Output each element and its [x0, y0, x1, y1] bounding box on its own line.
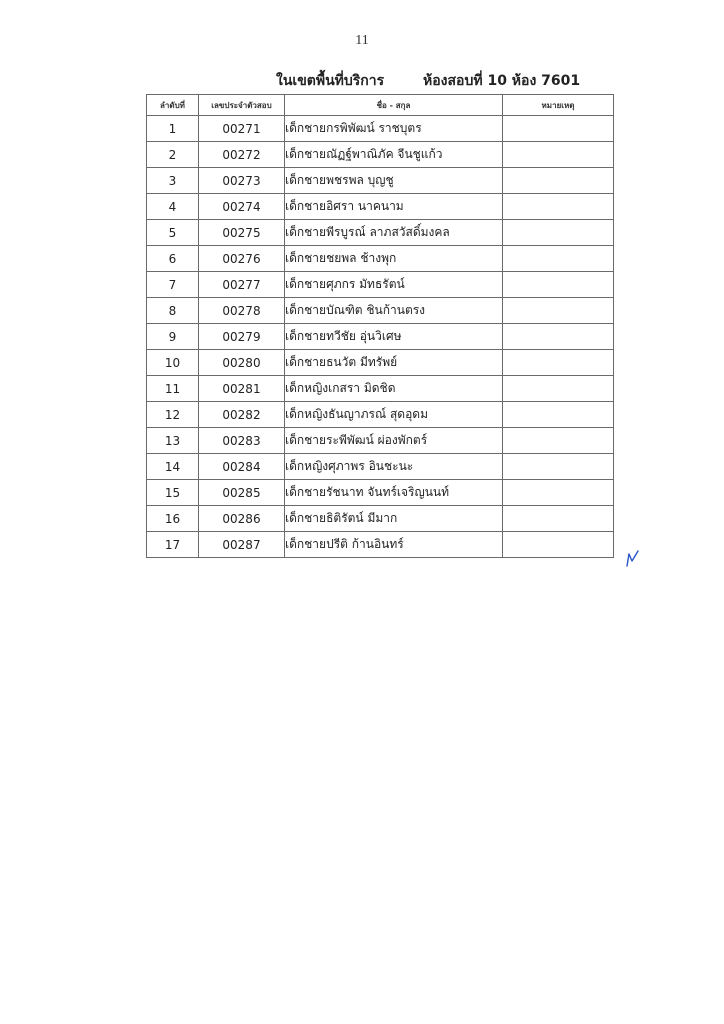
heading-zone: ในเขตพื้นที่บริการ: [276, 73, 385, 89]
cell-no: 7: [147, 272, 199, 298]
cell-no: 15: [147, 480, 199, 506]
cell-exam-id: 00273: [199, 168, 285, 194]
table-row: [147, 246, 614, 272]
cell-remark: [503, 532, 614, 558]
cell-exam-id: 00282: [199, 402, 285, 428]
cell-exam-id: 00284: [199, 454, 285, 480]
cell-remark: [503, 324, 614, 350]
cell-no: 17: [147, 532, 199, 558]
cell-no: 16: [147, 506, 199, 532]
table-row: [147, 272, 614, 298]
cell-name: เด็กชายธิติรัตน์ มีมาก: [285, 506, 503, 532]
table-row: [147, 350, 614, 376]
cell-exam-id: 00272: [199, 142, 285, 168]
header-no: ลำดับที่: [147, 95, 199, 116]
cell-no: 4: [147, 194, 199, 220]
cell-no: 11: [147, 376, 199, 402]
cell-name: เด็กชายณัฏฐ์พาณิภัค จีนชูแก้ว: [285, 142, 503, 168]
cell-remark: [503, 272, 614, 298]
cell-remark: [503, 506, 614, 532]
table-row: [147, 402, 614, 428]
cell-name: เด็กชายธนวัต มีทรัพย์: [285, 350, 503, 376]
cell-exam-id: 00279: [199, 324, 285, 350]
cell-name: เด็กชายศุภกร มัทธรัตน์: [285, 272, 503, 298]
cell-exam-id: 00274: [199, 194, 285, 220]
cell-no: 9: [147, 324, 199, 350]
table-row: [147, 220, 614, 246]
table-header-row: [147, 95, 614, 116]
cell-name: เด็กหญิงเกสรา มิดชิด: [285, 376, 503, 402]
cell-exam-id: 00283: [199, 428, 285, 454]
cell-remark: [503, 220, 614, 246]
cell-no: 12: [147, 402, 199, 428]
exam-roster-table: [146, 94, 614, 558]
table-row: [147, 428, 614, 454]
cell-remark: [503, 480, 614, 506]
table-row: [147, 142, 614, 168]
header-name: ชื่อ - สกุล: [285, 95, 503, 116]
header-exam-id: เลขประจำตัวสอบ: [199, 95, 285, 116]
cell-no: 5: [147, 220, 199, 246]
cell-exam-id: 00278: [199, 298, 285, 324]
cell-no: 1: [147, 116, 199, 142]
table-row: [147, 454, 614, 480]
cell-remark: [503, 428, 614, 454]
cell-name: เด็กชายบัณฑิต ชินก้านตรง: [285, 298, 503, 324]
cell-no: 13: [147, 428, 199, 454]
cell-exam-id: 00281: [199, 376, 285, 402]
cell-name: เด็กชายรัชนาท จันทร์เจริญนนท์: [285, 480, 503, 506]
cell-name: เด็กหญิงธันญาภรณ์ สุดอุดม: [285, 402, 503, 428]
cell-name: เด็กชายพชรพล บุญชู: [285, 168, 503, 194]
table-row: [147, 532, 614, 558]
cell-exam-id: 00285: [199, 480, 285, 506]
cell-name: เด็กชายระพีพัฒน์ ผ่องพักตร์: [285, 428, 503, 454]
cell-exam-id: 00287: [199, 532, 285, 558]
cell-exam-id: 00275: [199, 220, 285, 246]
cell-remark: [503, 194, 614, 220]
cell-no: 3: [147, 168, 199, 194]
cell-remark: [503, 376, 614, 402]
table-row: [147, 168, 614, 194]
cell-exam-id: 00280: [199, 350, 285, 376]
page-number: 11: [355, 33, 369, 48]
cell-name: เด็กชายทวีชัย อุ่นวิเศษ: [285, 324, 503, 350]
cell-no: 6: [147, 246, 199, 272]
table-row: [147, 506, 614, 532]
cell-no: 14: [147, 454, 199, 480]
table-row: [147, 194, 614, 220]
cell-exam-id: 00286: [199, 506, 285, 532]
cell-remark: [503, 298, 614, 324]
cell-name: เด็กชายพีรบูรณ์ ลาภสวัสดิ์มงคล: [285, 220, 503, 246]
cell-remark: [503, 454, 614, 480]
header-remark: หมายเหตุ: [503, 95, 614, 116]
cell-name: เด็กหญิงศุภาพร อินชะนะ: [285, 454, 503, 480]
cell-name: เด็กชายปรีติ ก้านอินทร์: [285, 532, 503, 558]
cell-remark: [503, 402, 614, 428]
cell-remark: [503, 142, 614, 168]
cell-name: เด็กชายกรพิพัฒน์ ราชบุตร: [285, 116, 503, 142]
table-row: [147, 116, 614, 142]
cell-name: เด็กชายอิศรา นาคนาม: [285, 194, 503, 220]
cell-no: 8: [147, 298, 199, 324]
cell-remark: [503, 350, 614, 376]
table-row: [147, 298, 614, 324]
cell-no: 2: [147, 142, 199, 168]
cell-no: 10: [147, 350, 199, 376]
cell-remark: [503, 246, 614, 272]
cell-name: เด็กชายชยพล ช้างพุก: [285, 246, 503, 272]
cell-exam-id: 00277: [199, 272, 285, 298]
handwritten-check-mark-icon: [624, 548, 640, 568]
heading-room: ห้องสอบที่ 10 ห้อง 7601: [423, 73, 581, 89]
cell-remark: [503, 116, 614, 142]
table-row: [147, 376, 614, 402]
document-heading: [276, 70, 580, 92]
cell-exam-id: 00271: [199, 116, 285, 142]
cell-exam-id: 00276: [199, 246, 285, 272]
cell-remark: [503, 168, 614, 194]
table-row: [147, 480, 614, 506]
table-row: [147, 324, 614, 350]
